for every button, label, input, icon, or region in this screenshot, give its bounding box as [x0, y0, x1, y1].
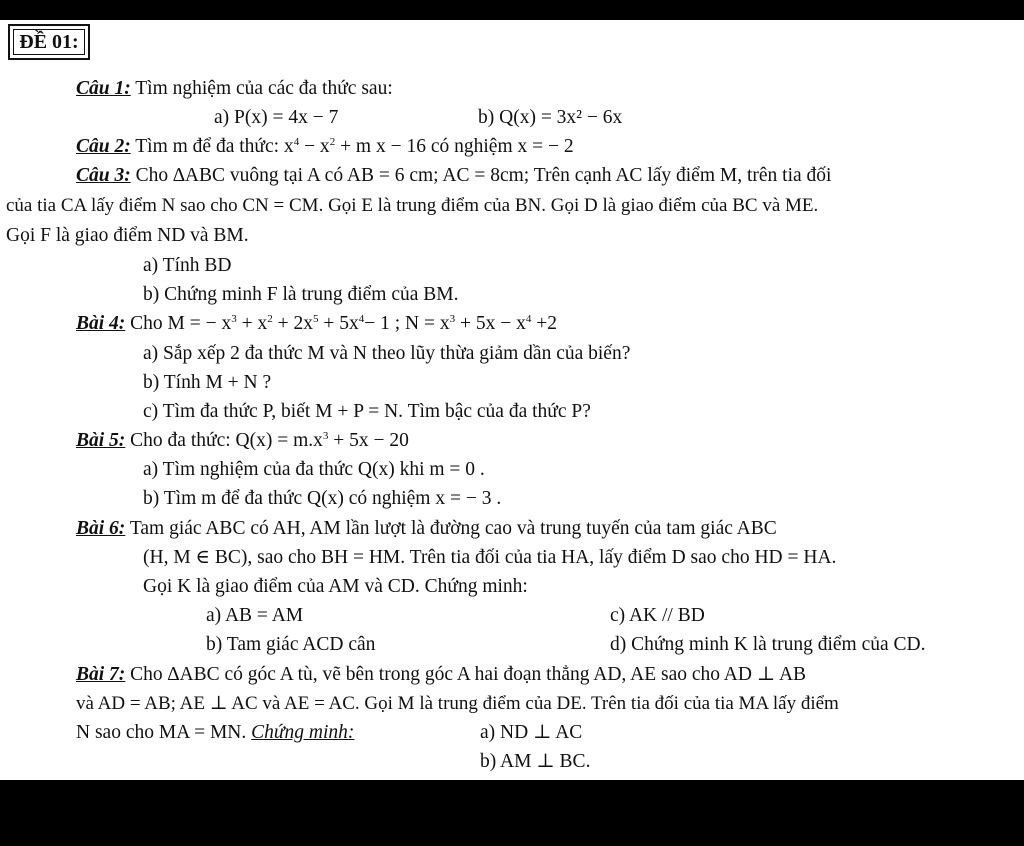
bai6-part-d: d) Chứng minh K là trung điểm của CD.	[610, 634, 926, 655]
cau3-line3: Gọi F là giao điểm ND và BM.	[6, 225, 249, 246]
cau1-label: Câu 1:	[76, 78, 131, 99]
cau1-part-a: a) P(x) = 4x − 7	[214, 107, 339, 128]
cau3-question	[76, 164, 831, 188]
bai7-line1: Cho ∆ABC có góc A tù, vẽ bên trong góc A hai đoạn thẳng AD, AE sao cho AD ⊥ AB	[130, 664, 807, 685]
cau2-question	[76, 135, 574, 159]
bai5-part-b: b) Tìm m để đa thức Q(x) có nghiệm x = − 3 .	[143, 488, 502, 509]
bai7-line2: và AD = AB; AE ⊥ AC và AE = AC. Gọi M là trung điểm của DE. Trên tia đối của tia MA lấy điểm	[76, 693, 839, 714]
exam-document	[0, 20, 1024, 780]
bai7-part-b: b) AM ⊥ BC.	[480, 751, 591, 772]
exam-title: ĐỀ 01:	[13, 29, 85, 55]
bai4-part-c: c) Tìm đa thức P, biết M + P = N. Tìm bậc của đa thức P?	[143, 401, 591, 422]
cau2-label: Câu 2:	[76, 136, 131, 157]
cau3-part-a: a) Tính BD	[143, 255, 232, 276]
bai7-line3	[76, 721, 354, 745]
cau1-question	[76, 77, 393, 101]
bai7-part-a: a) ND ⊥ AC	[480, 722, 583, 743]
cau3-part-b: b) Chứng minh F là trung điểm của BM.	[143, 284, 459, 305]
bai6-part-a: a) AB = AM	[206, 605, 304, 626]
bai6-line2: (H, M ∈ BC), sao cho BH = HM. Trên tia đối của tia HA, lấy điểm D sao cho HD = HA.	[143, 547, 837, 568]
bai6-question	[76, 517, 777, 541]
bai6-part-b: b) Tam giác ACD cân	[206, 634, 376, 655]
bai6-part-c: c) AK // BD	[610, 605, 705, 626]
bai6-line3: Gọi K là giao điểm của AM và CD. Chứng minh:	[143, 576, 528, 597]
bai5-text: Cho đa thức: $Q(x) = m.x^3 + 5x - 20$	[130, 430, 409, 451]
bai6-label: Bài 6:	[76, 518, 126, 539]
cau3-label: Câu 3:	[76, 165, 131, 186]
bai5-part-a: a) Tìm nghiệm của đa thức Q(x) khi m = 0 .	[143, 459, 485, 480]
bai5-question	[76, 429, 409, 453]
bai4-text: Cho M = − $x^3 + x^2 + 2x^5 + 5x^4- 1$ ; $N = x^3 + 5x - x^4 +2$	[130, 313, 558, 334]
cau3-line1: Cho ∆ABC vuông tại A có AB = 6 cm; AC = 8cm; Trên cạnh AC lấy điểm M, trên tia đối	[135, 165, 832, 186]
bai7-prove-label: Chứng minh:	[251, 722, 355, 743]
bai7-label: Bài 7:	[76, 664, 126, 685]
cau3-line2: của tia CA lấy điểm N sao cho CN = CM. Gọi E là trung điểm của BN. Gọi D là giao điểm của BC và ME.	[6, 195, 819, 216]
bai4-part-b: b) Tính M + N ?	[143, 372, 272, 393]
top-black-border	[0, 0, 1024, 20]
bai7-line3-text: N sao cho MA = MN.	[76, 722, 252, 743]
bai6-line1: Tam giác ABC có AH, AM lần lượt là đường cao và trung tuyến của tam giác ABC	[129, 518, 777, 539]
bai7-question	[76, 663, 806, 687]
bai5-label: Bài 5:	[76, 430, 126, 451]
bai4-question	[76, 312, 557, 336]
bottom-black-border	[0, 780, 1024, 846]
bai4-part-a: a) Sắp xếp 2 đa thức M và N theo lũy thừa giảm dần của biến?	[143, 343, 631, 364]
cau1-part-b: b) Q(x) = 3x² − 6x	[478, 107, 623, 128]
cau2-text: Tìm m để đa thức: $x^4 - x^2 + m$ x − 16 có nghiệm x = − 2	[135, 136, 574, 157]
cau1-text: Tìm nghiệm của các đa thức sau:	[135, 78, 393, 99]
bai4-label: Bài 4:	[76, 313, 126, 334]
exam-title-box	[8, 24, 90, 60]
